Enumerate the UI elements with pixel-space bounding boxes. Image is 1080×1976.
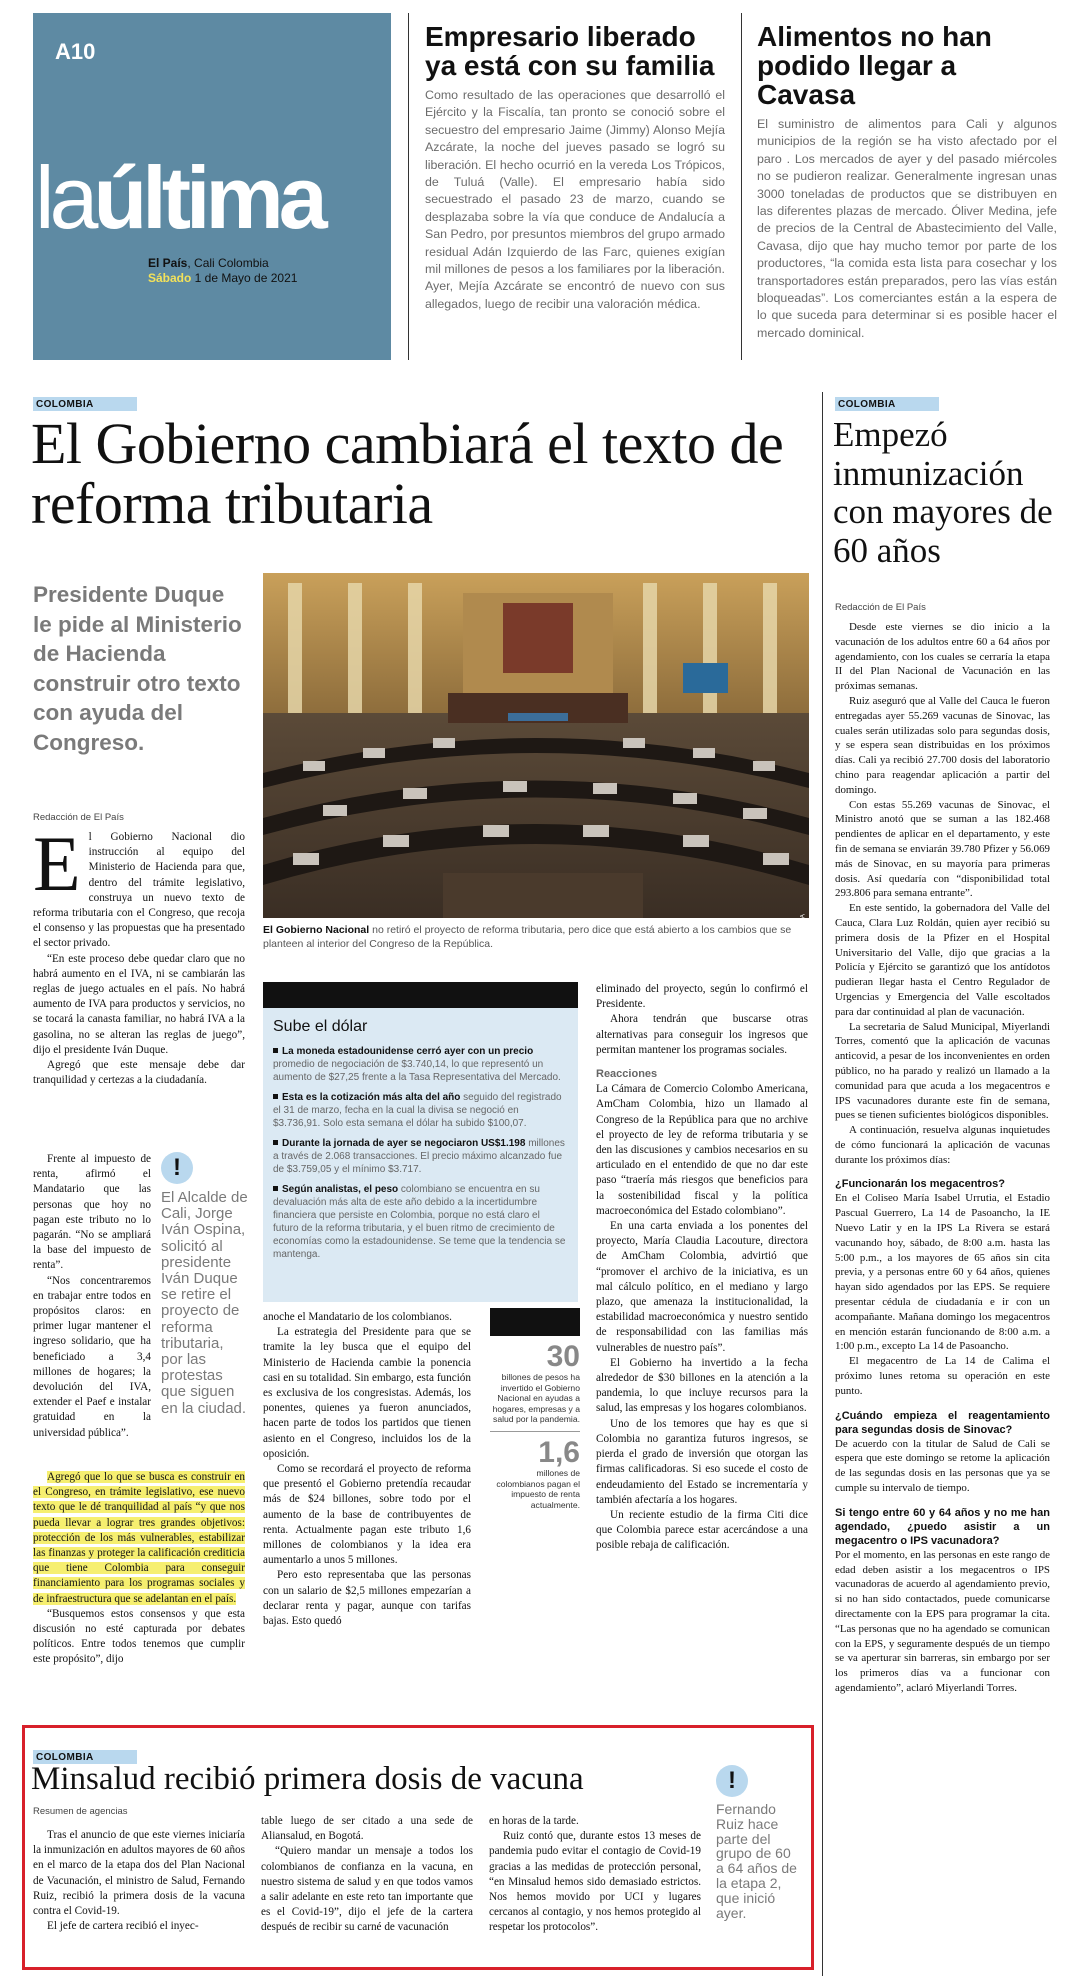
paragraph: Ahora tendrán que buscarse otras alternativas para conseguir los ingresos que permitan mantener los programas sociales. <box>596 1013 808 1056</box>
photo-caption-bold: El Gobierno Nacional <box>263 924 370 936</box>
paragraph: en horas de la tarde. <box>489 1815 579 1827</box>
dolar-box <box>263 982 578 1302</box>
figure-1-6: 1,6 <box>538 1435 580 1469</box>
figure-30-text: billones de pesos ha invertido el Gobierno Nacional en ayudas a hogares, empresas y a salud por la pandemia. <box>492 1372 580 1425</box>
column-rule <box>822 392 823 1976</box>
subhead-reacciones: Reacciones <box>596 1068 658 1081</box>
dolar-item: La moneda estadounidense cerró ayer con un precio promedio de negociación de $3.740,14, lo que representó un aumento de $27,25 frente a la Tasa Representativa del Mercado. <box>273 1046 561 1083</box>
congress-chamber-image <box>263 573 809 918</box>
paragraph: En este sentido, la gobernadora del Valle del Cauca, Clara Luz Roldán, quien ayer recibió su primera dosis de la Pfizer en el Hospital Universitario del Valle, dijo que gracias a la Policía y Ejército se garantizó que los antídotos pudieran llegar hasta el Centro Regulador de Urgencias y Emergencia del Valle escoltados para dar continuidad al plan de vacunación. <box>835 902 1050 1018</box>
paragraph: Desde este viernes se dio inicio a la vacunación de los adultos entre 60 a 64 años por agendamiento, con los cuales se cerraría la etapa II del Plan Nacional de Vacunación en las próximas semanas. <box>835 621 1050 693</box>
main-tag <box>33 394 137 412</box>
dropcap: E <box>33 820 81 907</box>
main-headline: El Gobierno cambiará el texto de reforma tributaria <box>31 411 784 536</box>
photo-caption <box>263 923 803 951</box>
paragraph: La Cámara de Comercio Colombo Americana, AmCham Colombia, hizo un llamado al Congreso de la República para que no archive el proyecto de ley de reforma tributaria y se den las discusiones y cambios necesarios en su articulado en el entendido de que no dar este paso “traería más riesgos que beneficios para la sostenibilidad fiscal y la política macroeconómica del Estado colombiano”. <box>596 1083 808 1217</box>
paper-name: El País <box>148 256 188 270</box>
section-tag: COLOMBIA <box>33 1750 137 1764</box>
section-tag: COLOMBIA <box>33 397 137 411</box>
question: ¿Funcionarán los megacentros? <box>835 1178 1005 1191</box>
brief-text: El suministro de alimentos para Cali y algunos municipios de la región se ha visto afectado por el paro . Los mercados de ayer y del pasado miércoles no se pudieron realizar. Generalmente ingresan unas 3000 toneladas de productos que se distribuyen en las diferentes plazas de mercado. Óliver Medina, jefe de precios de la Central de Abastecimiento del Valle, Cavasa, dijo que hay mucho temor por parte de los productores, “la comida esta lista para cosechar y los transportadores están preparados, pero las vías están bloqueadas”. Los comerciantes están a la espera de lo que suceda para determinar si es posible hacer el mercado dominical. <box>757 117 1057 340</box>
paragraph: Frente al impuesto de renta, afirmó el Mandatario que las personas que hoy no pagan este tributo no lo pagarán. “No se ampliará la base del impuesto de renta”. <box>33 1153 151 1272</box>
paragraph: El Gobierno ha invertido a la fecha alrededor de $30 billones en la atención a la pandemia, lo que incluye recursos para la salud, las empresas y los hogares colombianos. <box>596 1356 808 1415</box>
main-col-3 <box>596 982 808 1554</box>
main-col-1b <box>33 1152 151 1441</box>
bullet-icon <box>273 1140 278 1145</box>
pullquote-text: El Alcalde de Cali, Jorge Iván Ospina, solicitó al presidente Iván Duque se retire el proyecto de reforma tributaria, por las protestas que siguen en la ciudad. <box>161 1189 248 1417</box>
minsalud-col-1 <box>33 1828 245 1934</box>
answer: En el Coliseo María Isabel Urrutia, el Estadio Pascual Guerrero, La 14 de Pasoancho, la IE Nuevo Latir y en la IPS La Rivera se estará vacunando hoy, sábado, de 8:00 a.m. hasta las 5:00 p.m., a los mayores de 65 años sin cita previa, y a personas entre 60 y 64 años, quienes hayan sido agendados por las EPS. Se requiere presentar cédula de ciudadanía e ir con un acompañante. Mañana domingo los megacentros en mención estarán funcionando de 8:00 a.m. a 1:00 p.m., excepto La 14 de Pasoancho. <box>835 1192 1050 1353</box>
vacunas-tag <box>835 394 939 412</box>
minsalud-col-2 <box>261 1814 473 1936</box>
answer: De acuerdo con la titular de Salud de Cali se espera que este domingo se retome la aplicación de las segundas dosis en las personas que ya se cumple su intervalo de tiempo. <box>835 1437 1050 1495</box>
paragraph: eliminado del proyecto, según lo confirmó el Presidente. <box>596 983 808 1011</box>
paragraph: El jefe de cartera recibió el inyec- <box>47 1920 199 1933</box>
highlighted-paragraph: Agregó que lo que se busca es construir en el Congreso, en trámite legislativo, ese nuevo texto que le dé tranquilidad al país “y que nos pueda llevar a lograr tres grandes objetivos: protección de los más vulnerables, estabilizar las finanzas y proteger la calificación crediticia que tiene Colombia para conseguir financiamiento para los programas sociales y de infraestructura que se adelantan en el país. <box>33 1471 245 1605</box>
vacunas-byline: Redacción de El País <box>835 602 926 613</box>
question: ¿Cuándo empieza el reagentamiento para segundas dosis de Sinovac? <box>835 1409 1050 1436</box>
paragraph: Agregó que este mensaje debe dar tranquilidad y certezas a la ciudadanía. <box>33 1059 245 1087</box>
dolar-item: Según analistas, el peso colombiano se encuentra en su devaluación más alta de este año debido a la incertidumbre financiera que persiste en Colombia, porque no está claro el futuro de la reforma tributaria, y el buen ritmo de crecimiento de economías como la estadounidense. Se teme que la tendencia se mantenga. <box>273 1184 566 1260</box>
paragraph: Con estas 55.269 vacunas de Sinovac, el Ministro anotó que se suman a las 182.468 pendientes de aplicar en el departamento, y este fin de semana se enviarán 39.780 Pfizer y 56.069 más de Sinovac, en su mayoría para primeras dosis. Así quedaría con “disponibilidad total 293.806 para semana entrante”. <box>835 798 1050 900</box>
minsalud-col-3 <box>489 1814 701 1936</box>
minsalud-headline: Minsalud recibió primera dosis de vacuna <box>31 1761 584 1797</box>
paragraph: “Busquemos estos consensos y que esta discusión no esté capturada por debates políticos. Entre todos tenemos que cumplir este propósito”, dijo <box>33 1607 245 1666</box>
section-logo-la: la <box>35 148 94 247</box>
paragraph: “Nos concentraremos en trabajar entre todos en propósitos claros: en primer lugar mantener el ingreso solidario, que ha beneficiado a 3,4 millones de hogares; la devolución del IVA, extender el Paef e instalar gratuidad en la universidad pública”. <box>33 1274 151 1439</box>
figure-1-6-text: millones de colombianos pagan el impuesto de renta actualmente. <box>496 1467 580 1510</box>
figures-header-bar <box>490 1308 580 1336</box>
bullet-icon <box>273 1094 278 1099</box>
pullquote-text: Fernando Ruiz hace parte del grupo de 60 a 64 años de la etapa 2, que inició ayer. <box>716 1801 797 1921</box>
paragraph: Ruiz contó que, durante estos 13 meses de pandemia pudo evitar el contagio de Covid-19 gracias a las medidas de protección personal, “en Minsalud hemos sido demasiado estrictos. Nos hemos movido por UCI y lugares cercanos al contagio, y nos hemos protegido al respetar los protocolos”. <box>489 1830 701 1934</box>
divider <box>490 1431 580 1432</box>
main-col-1c <box>33 1470 245 1668</box>
column-rule <box>741 13 742 360</box>
figures-box <box>490 1308 580 1510</box>
paragraph: Como se recordará el proyecto de reforma que presentó el Gobierno pretendía recaudar más de $24 billones, sobre todo por el aumento de la base de contribuyentes de renta. Actualmente pagan este tributo 1,6 millones de colombianos y la idea era aumentarlo a unos 5 millones. <box>263 1463 471 1567</box>
date: 1 de Mayo de 2021 <box>191 271 298 285</box>
section-masthead <box>33 13 391 360</box>
brief-headline: Empresario liberado ya está con su familia <box>425 21 715 81</box>
exclamation-icon: ! <box>161 1152 193 1184</box>
dolar-item: Esta es la cotización más alta del año seguido del registrado el 31 de marzo, fecha en la cual la divisa se negoció en $3.736,91. Solo esta semana el dólar ha subido $100,07. <box>273 1092 562 1129</box>
main-col-2 <box>263 1310 471 1629</box>
paragraph: La estrategia del Presidente para que se tramite la ley busca que el equipo del Ministerio de Hacienda cambie la ponencia casi en su totalidad. Sin embargo, esta función es exclusiva de los congresistas. Además, los ponentes, quienes ya fueron anunciados, hacen parte de todos los partidos que tienen asiento en el Congreso, incluidos los de la oposición. <box>263 1326 471 1460</box>
main-deck: Presidente Duque le pide al Ministerio de Hacienda construir otro texto con ayuda del Congreso. <box>33 582 242 755</box>
bullet-icon <box>273 1186 278 1191</box>
answer: El megacentro de La 14 de Calima el próximo lunes retoma su operación en este punto. <box>835 1355 1050 1397</box>
dolar-title: Sube el dólar <box>273 1018 368 1035</box>
question: Si tengo entre 60 y 64 años y no me han agendado, ¿puedo asistir a un megacentro o IPS vacunadora? <box>835 1506 1050 1547</box>
paragraph: En una carta enviada a los ponentes del proyecto, María Claudia Lacouture, directora de AmCham Colombia, advirtió que “promover el archivo de la iniciativa, es un mal cálculo político, en el mediano y largo plazo, que amenaza la institucionalidad, la estabilidad macroeconómica y nuestro sentido de responsabilidad con las familias más vulnerables de nuestro país”. <box>596 1220 808 1354</box>
masthead-dateline <box>148 256 297 286</box>
main-byline: Redacción de El País <box>33 812 124 823</box>
paragraph: Tras el anuncio de que este viernes iniciaría la inmunización en adultos mayores de 60 años en el marco de la etapa dos del Plan Nacional de Vacunación, el ministro de Salud, Fernando Ruiz, recibió la primera dosis de la vacuna contra el Covid-19. <box>33 1829 245 1918</box>
answer: Por el momento, en las personas en este rango de edad deben asistir a los megacentros o IPS vacunadoras de acuerdo al agendamiento previo, si no han sido contactados, puede comunicarse directamente con la EPS para programar la cita. “Las personas que no ha agendado se comunican con la EPS, y seguramente después de un tiempo se va aperturar sin barreras, sin embargo por ser los primeros días va a funcionar con agendamiento”, aclaró Miyerlandi Torres. <box>835 1548 1050 1694</box>
weekday: Sábado <box>148 271 192 285</box>
pullquote-ruiz <box>716 1765 802 1920</box>
paragraph: l Gobierno Nacional dio instrucción al equipo del Ministerio de Hacienda para que, dentro del trámite legislativo, construya un nuevo texto de reforma tributaria con el Congreso, que recoja el consenso y las propuestas que ha presentado el sector privado. <box>33 831 245 950</box>
brief-secuestro <box>425 22 725 313</box>
page-number: A10 <box>55 39 96 64</box>
minsalud-byline: Resumen de agencias <box>33 1806 128 1817</box>
brief-text: Como resultado de las operaciones que desarrolló el Ejército y la Fiscalía, tan pronto se conoció sobre el secuestro del empresario Jaime (Jimmy) Alonso Mejía Azcárate, la noche del jueves pasado se logró su liberación. El hecho ocurrió en la vereda Los Trópicos, de Tuluá (Valle). El empresario había sido secuestrado el pasado 23 de marzo, cuando se desplazaba sobre la vía que conduce de Andalucía a San Pedro, por presuntos miembros del grupo armado residual Adán Izquierdo de las Farc, quienes exigían mil millones de pesos a los familiares por la liberación. Ayer, Mejía Azcárate se encontró de nuevo con sus allegados, luego de recibir una valoración médica. <box>425 88 725 311</box>
paragraph: “Quiero mandar un mensaje a todos los colombianos de confianza en la vacuna, en nuestro sistema de salud y en que todos vamos a salir adelante en este reto tan importante que es el Covid-19”, dijo el jefe de la cartera después de recibir su carné de vacunación <box>261 1845 473 1934</box>
city: , Cali Colombia <box>187 256 269 270</box>
paragraph: A continuación, resuelva algunas inquietudes de cómo funcionará la aplicación de vacunas durante los próximos días: <box>835 1124 1050 1166</box>
photo-caption-text: no retiró el proyecto de reforma tributaria, pero dice que está abierto a los cambios que se planteen al interior del Congreso de la República. <box>263 924 792 950</box>
main-col-1 <box>33 820 245 1088</box>
figure-30: 30 <box>546 1340 580 1373</box>
brief-headline: Alimentos no han podido llegar a Cavasa <box>757 21 992 110</box>
brief-cavasa <box>757 22 1057 342</box>
paragraph: anoche el Mandatario de los colombianos. <box>263 1311 452 1323</box>
paragraph: Pero esto representaba que las personas con un salario de $2,5 millones empezarían a declarar renta y pagar, aunque con tarifas bajas. Esto quedó <box>263 1569 471 1628</box>
vacunas-headline: Empezó inmunización con mayores de 60 años <box>833 415 1053 570</box>
paragraph: table luego de ser citado a una sede de Aliansalud, en Bogotá. <box>261 1815 473 1843</box>
column-rule <box>408 13 409 360</box>
paragraph: Ruiz aseguró que al Valle del Cauca le fueron entregadas ayer 55.269 vacunas de Sinovac, las cuales serán utilizadas solo para segundas dosis, y se espera sean distribuidas en los próximos días. Cali ya recibió 27.700 dosis del laboratorio chino para reagendar aplicación a partir del domingo. <box>835 694 1050 796</box>
section-logo-ultima: última <box>93 148 323 247</box>
paragraph: “En este proceso debe quedar claro que no habrá aumento en el IVA, ni se cambiarán las reglas de juego actuales en el país. No habrá aumento de IVA para productos y servicios, no se tocará la canasta familiar, no habrá IVA a la gasolina, no se alteran las reglas de juego”, dijo el presidente Iván Duque. <box>33 952 245 1056</box>
pullquote-ospina <box>161 1152 249 1417</box>
dolar-item: Durante la jornada de ayer se negociaron US$1.198 millones a través de 2.068 transacciones. El precio máximo alcanzado fue de $3.759,05 y el mínimo $3.717. <box>273 1138 565 1175</box>
photo-credit: FOTO: ARCHIVO/COLPRENSA <box>800 914 807 1007</box>
paragraph: La secretaria de Salud Municipal, Miyerlandi Torres, comentó que la aplicación de vacunas anticovid, a pesar de los inconvenientes en orden público, no ha parado y realizó un llamado a la comunidad para que acuda a los megacentros e IPS vacunadores durante este fin de semana, pues se tienen suficientes biológicos disponibles. <box>835 1020 1050 1122</box>
section-tag: COLOMBIA <box>835 397 939 411</box>
paragraph: Un reciente estudio de la firma Citi dice que Colombia parece estar acercándose a una posible rebaja de calificación. <box>596 1508 808 1552</box>
paragraph: Uno de los temores que hay es que si Colombia no garantiza futuros ingresos, se pierda el grado de inversión que otorgan las firmas calificadoras. Si eso sucede el costo de endeudamiento del Estado se incrementaría y también afectaría a los hogares. <box>596 1417 808 1506</box>
vacunas-body <box>835 620 1050 1696</box>
exclamation-icon: ! <box>716 1765 748 1797</box>
section-logo <box>35 148 323 247</box>
bullet-icon <box>273 1048 278 1053</box>
